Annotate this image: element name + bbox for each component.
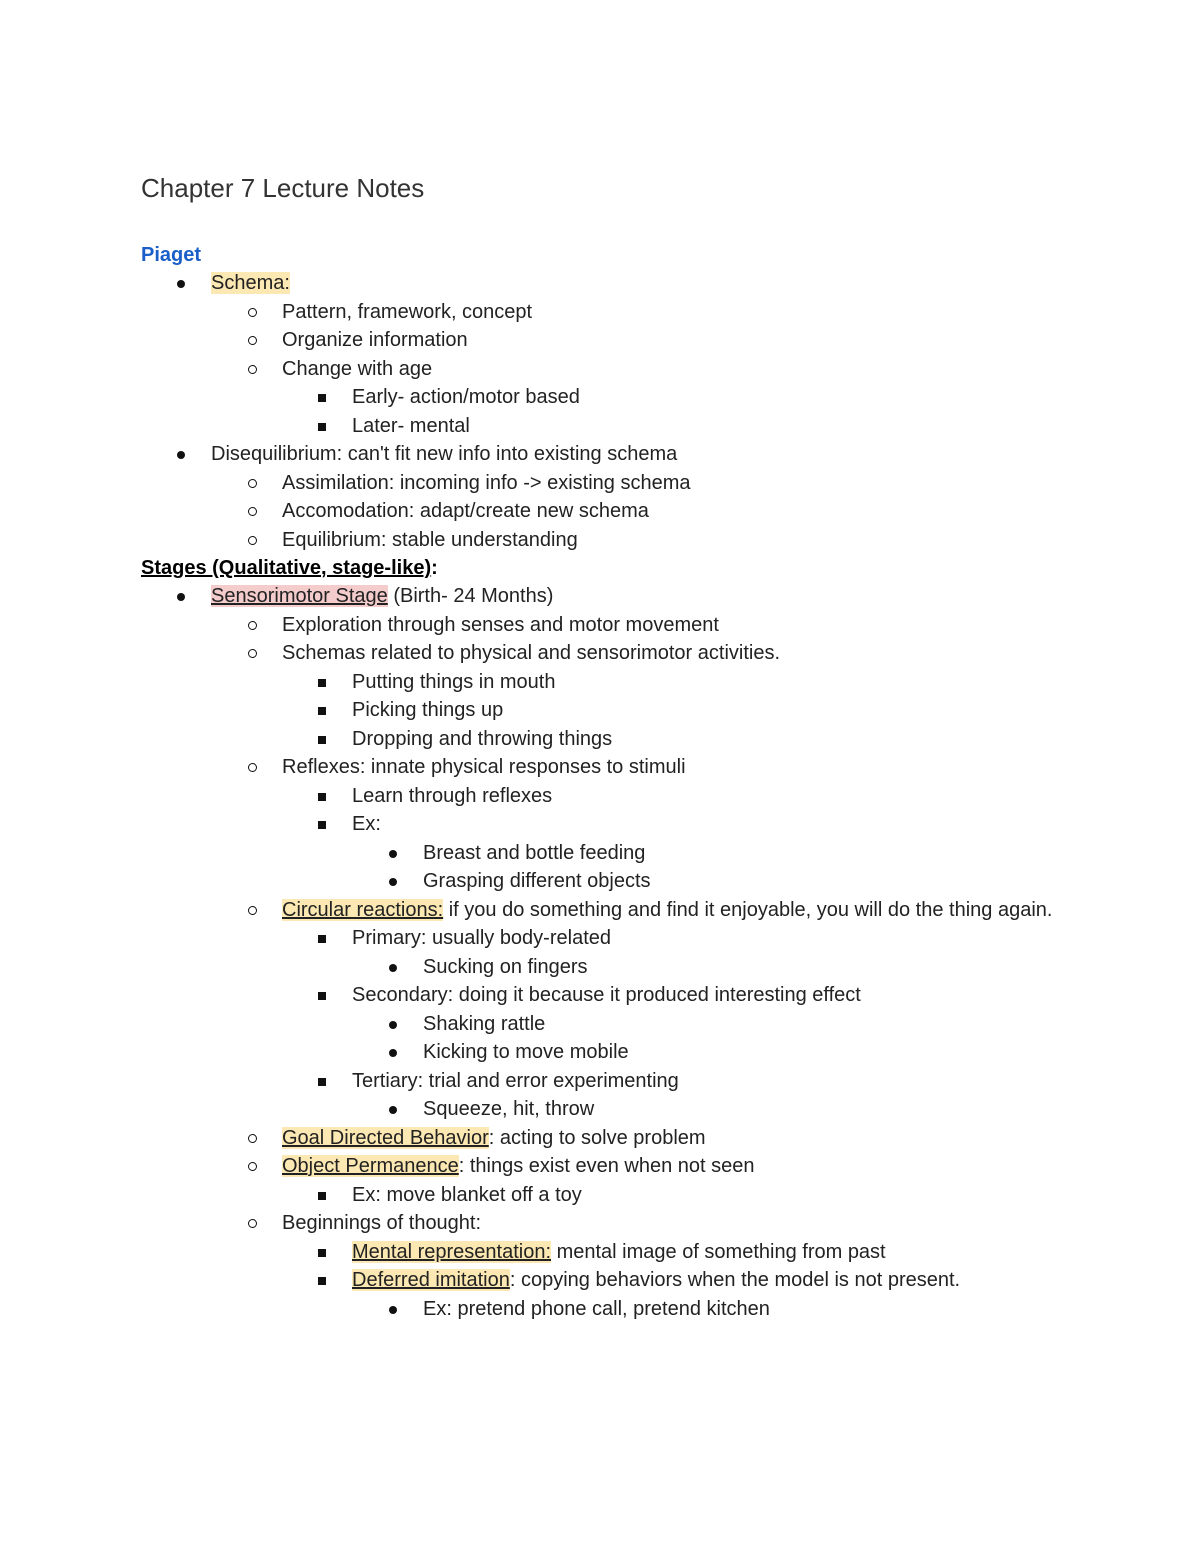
- list-item-text: Later- mental: [352, 414, 470, 437]
- list-item-text: Change with age: [282, 357, 433, 380]
- list-item-text: Accomodation: adapt/create new schema: [282, 500, 649, 522]
- list-item-text: Assimilation: incoming info -> existing schema: [282, 471, 691, 494]
- list-item-text: Dropping and throwing things: [352, 727, 613, 750]
- list-item: [141, 1181, 1061, 1210]
- list-item-text: Primary: usually body-related: [352, 927, 611, 949]
- list-item: [141, 298, 1061, 327]
- list-item-text: Equilibrium: stable understanding: [282, 528, 578, 551]
- list-item: [141, 383, 1061, 412]
- bullet-disc-icon: [389, 1021, 397, 1029]
- list-item-text: Exploration through senses and motor movement: [282, 613, 719, 636]
- list-item-text: Shaking rattle: [423, 1012, 546, 1035]
- bullet-square-icon: [318, 992, 326, 1000]
- bullet-circle-icon: [248, 1162, 257, 1171]
- list-item: [141, 810, 1061, 839]
- bullet-circle-icon: [248, 621, 257, 630]
- list-item: [141, 497, 1061, 526]
- list-item: [141, 725, 1061, 754]
- list-item-text: Putting things in mouth: [352, 670, 556, 693]
- list-item-text: Secondary: doing it because it produced interesting effect: [352, 984, 861, 1006]
- list-item: [141, 896, 1061, 925]
- section-heading-stages: [141, 554, 1061, 582]
- list-item-text: : things exist even when not seen: [458, 1155, 755, 1177]
- list-item: [141, 1295, 1061, 1324]
- bullet-disc-icon: [389, 1106, 397, 1114]
- list-item-text: (Birth- 24 Months): [387, 585, 554, 607]
- bullet-circle-icon: [248, 763, 257, 772]
- list-item: [141, 1266, 1061, 1295]
- list-item: [141, 867, 1061, 896]
- list-item-text: Ex: pretend phone call, pretend kitchen: [423, 1297, 770, 1320]
- bullet-disc-icon: [389, 878, 397, 886]
- list-item: [141, 668, 1061, 697]
- term-goal-directed-behavior: Goal Directed Behavior: [282, 1126, 489, 1149]
- bullet-disc-icon: [389, 850, 397, 858]
- list-item: [141, 1152, 1061, 1181]
- bullet-circle-icon: [248, 365, 257, 374]
- list-item: [141, 469, 1061, 498]
- document-page: [141, 171, 1061, 1323]
- list-item-text: Organize information: [282, 329, 468, 351]
- bullet-disc-icon: [389, 964, 397, 972]
- bullet-circle-icon: [248, 649, 257, 658]
- bullet-square-icon: [318, 679, 326, 687]
- list-item: [141, 1238, 1061, 1267]
- list-item-text: mental image of something from past: [551, 1240, 886, 1263]
- list-item-text: Reflexes: innate physical responses to stimuli: [282, 756, 686, 778]
- list-item: [141, 639, 1061, 668]
- bullet-square-icon: [318, 1192, 326, 1200]
- term-sensorimotor-stage: Sensorimotor Stage: [211, 585, 388, 607]
- list-item-text: Disequilibrium: can't fit new info into existing schema: [211, 443, 678, 465]
- list-item-text: Sucking on fingers: [423, 955, 588, 978]
- bullet-disc-icon: [177, 280, 185, 288]
- list-item: [141, 1038, 1061, 1067]
- list-item-text: Learn through reflexes: [352, 784, 553, 807]
- list-item-text: Kicking to move mobile: [423, 1041, 629, 1063]
- list-item: [141, 981, 1061, 1010]
- bullet-circle-icon: [248, 906, 257, 915]
- document-title: Chapter 7 Lecture Notes: [141, 173, 425, 203]
- list-item-text: Picking things up: [352, 699, 504, 721]
- bullet-square-icon: [318, 394, 326, 402]
- list-item-text: Ex:: [352, 813, 381, 835]
- term-circular-reactions: Circular reactions:: [282, 898, 444, 921]
- bullet-circle-icon: [248, 308, 257, 317]
- stages-heading-colon: :: [431, 557, 438, 579]
- list-item-text: Grasping different objects: [423, 870, 651, 892]
- term-mental-representation: Mental representation:: [352, 1240, 552, 1263]
- term-deferred-imitation: Deferred imitation: [352, 1269, 510, 1291]
- list-item-text: Tertiary: trial and error experimenting: [352, 1069, 679, 1092]
- list-item: [141, 1209, 1061, 1238]
- list-item: [141, 611, 1061, 640]
- list-item: [141, 696, 1061, 725]
- list-item-text: if you do something and find it enjoyable, you will do the thing again.: [443, 898, 1053, 921]
- list-item: [141, 355, 1061, 384]
- list-item: [141, 1010, 1061, 1039]
- bullet-disc-icon: [389, 1049, 397, 1057]
- list-item: [141, 412, 1061, 441]
- bullet-square-icon: [318, 1249, 326, 1257]
- list-item: [141, 440, 1061, 469]
- list-item: [141, 782, 1061, 811]
- list-item: [141, 269, 1061, 298]
- bullet-circle-icon: [248, 336, 257, 345]
- list-item-text: Schemas related to physical and sensorimotor activities.: [282, 642, 781, 664]
- bullet-square-icon: [318, 793, 326, 801]
- list-item: [141, 526, 1061, 555]
- list-item-text: Pattern, framework, concept: [282, 300, 533, 323]
- list-item-text: Ex: move blanket off a toy: [352, 1183, 582, 1206]
- term-object-permanence: Object Permanence: [282, 1155, 459, 1177]
- list-item-text: : acting to solve problem: [488, 1126, 706, 1149]
- bullet-circle-icon: [248, 1219, 257, 1228]
- list-item: [141, 582, 1061, 611]
- bullet-square-icon: [318, 821, 326, 829]
- list-item: [141, 953, 1061, 982]
- list-item: [141, 1124, 1061, 1153]
- list-item-text: Early- action/motor based: [352, 386, 580, 408]
- bullet-circle-icon: [248, 479, 257, 488]
- bullet-disc-icon: [389, 1306, 397, 1314]
- bullet-square-icon: [318, 423, 326, 431]
- list-item: [141, 839, 1061, 868]
- list-item-text: : copying behaviors when the model is not present.: [509, 1269, 961, 1291]
- section-heading-piaget: Piaget: [141, 244, 202, 266]
- bullet-circle-icon: [248, 1134, 257, 1143]
- list-item-text: Squeeze, hit, throw: [423, 1098, 595, 1120]
- list-item: [141, 326, 1061, 355]
- list-item-text: Beginnings of thought:: [282, 1212, 482, 1234]
- bullet-square-icon: [318, 736, 326, 744]
- list-item: [141, 1095, 1061, 1124]
- bullet-circle-icon: [248, 507, 257, 516]
- stages-heading-text: Stages (Qualitative, stage-like): [141, 557, 432, 579]
- bullet-square-icon: [318, 935, 326, 943]
- bullet-disc-icon: [177, 593, 185, 601]
- list-item: [141, 1067, 1061, 1096]
- bullet-square-icon: [318, 1078, 326, 1086]
- bullet-square-icon: [318, 707, 326, 715]
- list-item: [141, 924, 1061, 953]
- list-item: [141, 753, 1061, 782]
- bullet-circle-icon: [248, 536, 257, 545]
- list-item-text: Breast and bottle feeding: [423, 841, 646, 864]
- term-schema: Schema:: [211, 272, 290, 294]
- bullet-square-icon: [318, 1277, 326, 1285]
- bullet-disc-icon: [177, 451, 185, 459]
